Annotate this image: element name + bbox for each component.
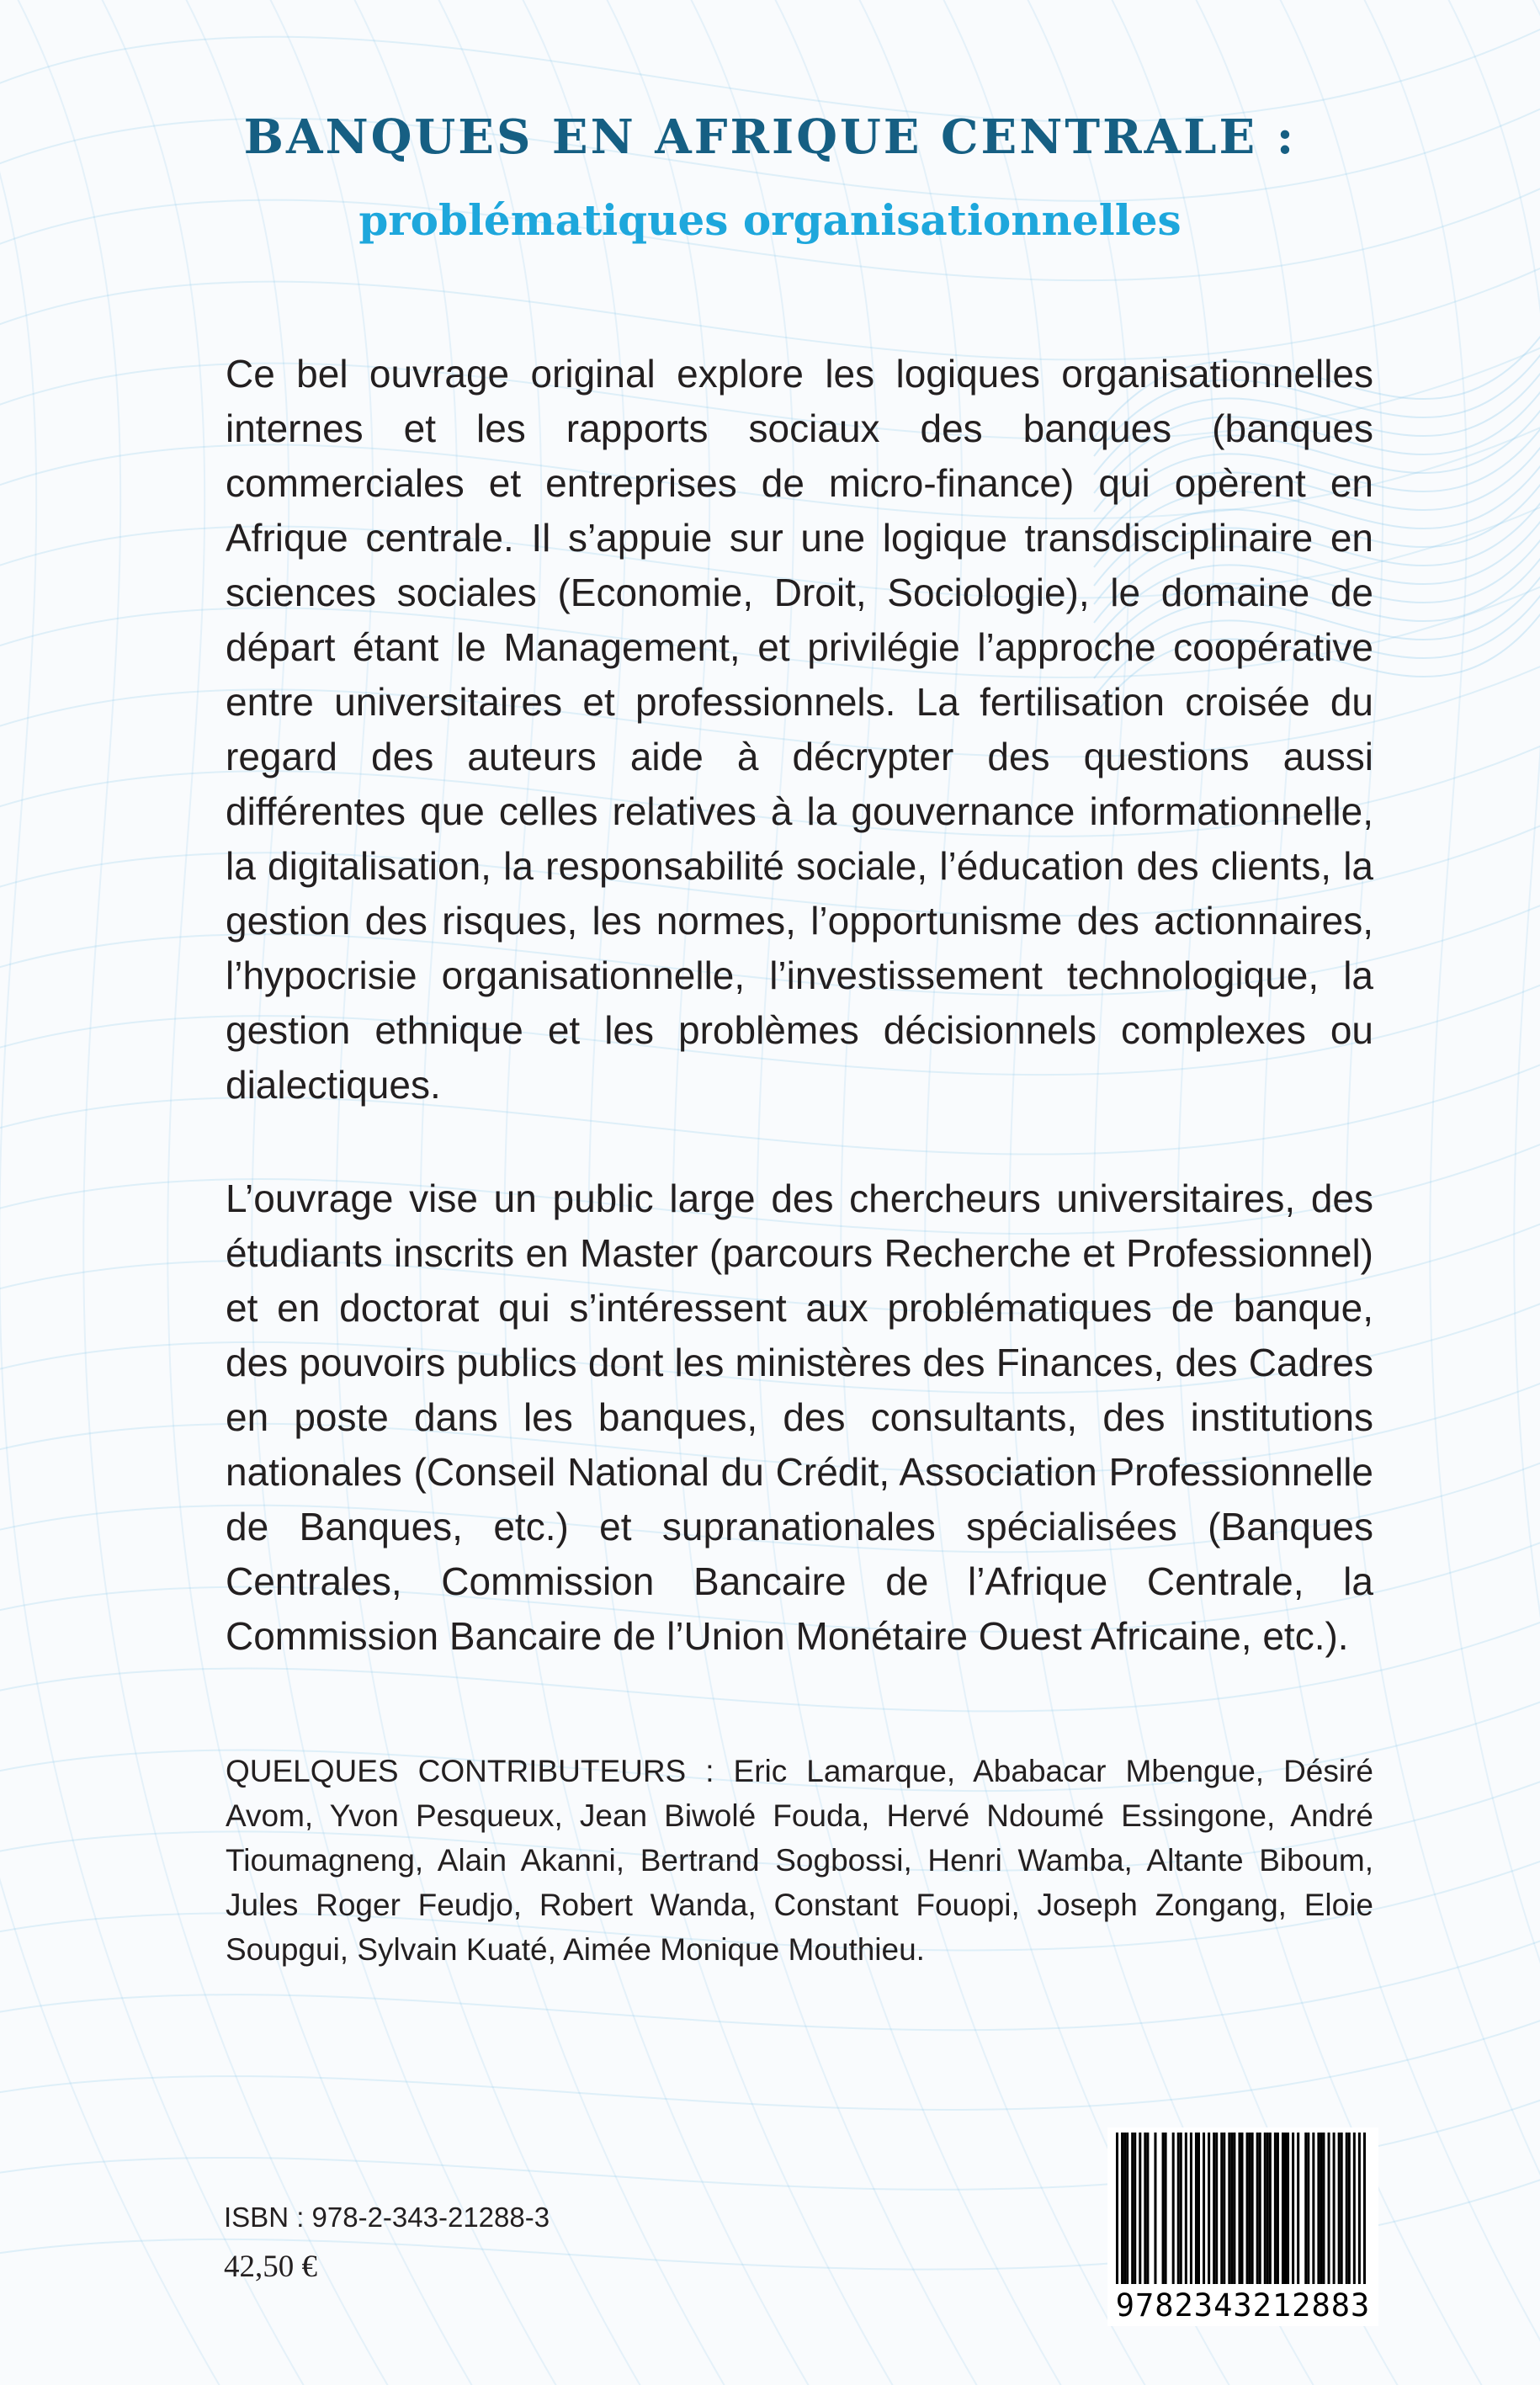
barcode-bar bbox=[1304, 2133, 1307, 2284]
barcode-bar bbox=[1333, 2133, 1336, 2284]
barcode-bar bbox=[1195, 2133, 1197, 2284]
barcode-bar bbox=[1277, 2133, 1279, 2284]
barcode-bar bbox=[1292, 2133, 1294, 2284]
isbn-label: ISBN : 978-2-343-21288-3 bbox=[224, 2202, 550, 2233]
barcode-bar bbox=[1208, 2133, 1210, 2284]
barcode-bar bbox=[1180, 2133, 1182, 2284]
barcode-bar bbox=[1223, 2133, 1225, 2284]
barcode-digits: 9782343212883 bbox=[1115, 2287, 1371, 2324]
barcode-bars bbox=[1107, 2127, 1378, 2287]
barcode-bar bbox=[1358, 2133, 1361, 2284]
barcode-bar bbox=[1251, 2133, 1254, 2284]
barcode-bar bbox=[1320, 2133, 1322, 2284]
barcode bbox=[1107, 2127, 1378, 2326]
contributors-paragraph: QUELQUES CONTRIBUTEURS : Eric Lamarque, Ababacar Mbengue, Désiré Avom, Yvon Pesqueux, Jean Biwolé Fouda, Hervé Ndoumé Essingone, André Tioumagneng, Alain Akanni, Bertrand Sogbossi, Henri Wamba, Altante Biboum, Jules Roger Feudjo, Robert Wanda, Constant Fouopi, Joseph Zongang, Eloie Soupgui, Sylvain Kuaté, Aimée Monique Mouthieu. bbox=[226, 1754, 1373, 1967]
barcode-bar bbox=[1363, 2133, 1366, 2284]
barcode-bar bbox=[1116, 2133, 1118, 2284]
audience-paragraph: L’ouvrage vise un public large des chercheurs universitaires, des étudiants inscrits en Master (parcours Recherche et Professionnel) et en doctorat qui s’intéressent aux problématiques de banque, des pouvoirs publics dont les ministères des Finances, des Cadres en poste dans les banques, des consultants, des institutions nationales (Conseil National du Crédit, Association Professionnelle de Banques, etc.) et supranationales spécialisées (Banques Centrales, Commission Bancaire de l’Afrique Centrale, la Commission Bancaire de l’Union Monétaire Ouest Africaine, etc.). bbox=[226, 1177, 1373, 1658]
barcode-bar bbox=[1126, 2133, 1128, 2284]
barcode-bar bbox=[1282, 2133, 1284, 2284]
barcode-bar bbox=[1131, 2133, 1134, 2284]
barcode-bar bbox=[1230, 2133, 1233, 2284]
barcode-bar bbox=[1162, 2133, 1165, 2284]
pattern-line bbox=[1346, 0, 1540, 2385]
barcode-bar bbox=[1203, 2133, 1205, 2284]
barcode-bar bbox=[1317, 2133, 1320, 2284]
barcode-bar bbox=[1197, 2133, 1200, 2284]
barcode-bar bbox=[1146, 2133, 1149, 2284]
barcode-bar bbox=[1338, 2133, 1341, 2284]
barcode-bar bbox=[1213, 2133, 1215, 2284]
barcode-bar bbox=[1322, 2133, 1325, 2284]
barcode-bar bbox=[1215, 2133, 1218, 2284]
barcode-bar bbox=[1348, 2133, 1351, 2284]
barcode-bar bbox=[1172, 2133, 1175, 2284]
barcode-bar bbox=[1154, 2133, 1156, 2284]
barcode-bar bbox=[1256, 2133, 1259, 2284]
barcode-bar bbox=[1233, 2133, 1235, 2284]
barcode-bar bbox=[1312, 2133, 1314, 2284]
barcode-bar bbox=[1246, 2133, 1249, 2284]
pattern-line bbox=[0, 0, 252, 2385]
barcode-bar bbox=[1123, 2133, 1126, 2284]
pattern-line bbox=[0, 240, 1540, 359]
barcode-bar bbox=[1220, 2133, 1223, 2284]
barcode-bar bbox=[1284, 2133, 1287, 2284]
barcode-bar bbox=[1287, 2133, 1289, 2284]
barcode-bar bbox=[1328, 2133, 1330, 2284]
barcode-bar bbox=[1346, 2133, 1348, 2284]
barcode-bar bbox=[1259, 2133, 1261, 2284]
barcode-bar bbox=[1341, 2133, 1343, 2284]
barcode-bar bbox=[1139, 2133, 1141, 2284]
barcode-bar bbox=[1307, 2133, 1309, 2284]
barcode-bar bbox=[1267, 2133, 1269, 2284]
pattern-line bbox=[0, 1999, 1540, 2110]
barcode-bar bbox=[1269, 2133, 1272, 2284]
barcode-bar bbox=[1228, 2133, 1230, 2284]
barcode-bar bbox=[1353, 2133, 1356, 2284]
barcode-bar bbox=[1165, 2133, 1167, 2284]
barcode-bar bbox=[1274, 2133, 1277, 2284]
description-paragraph: Ce bel ouvrage original explore les logiques organisationnelles internes et les rapports sociaux des banques (banques commerciales et entreprises de micro-finance) qui opèrent en Afrique centrale. Il s’appuie sur une logique transdisciplinaire en sciences sociales (Economie, Droit, Sociologie), le domaine de départ étant le Management, et privilégie l’approche coopérative entre universitaires et professionnels. La fertilisation croisée du regard des auteurs aide à décrypter des questions aussi différentes que celles relatives à la gouvernance informationnelle, la digitalisation, la responsabilité sociale, l’éducation des clients, la gestion des risques, les normes, l’opportunisme des actionnaires, l’hypocrisie organisationnelle, l’investissement technologique, la gestion ethnique et les problèmes décisionnels complexes ou dialectiques. bbox=[226, 352, 1373, 1107]
barcode-bar bbox=[1177, 2133, 1180, 2284]
barcode-bar bbox=[1238, 2133, 1240, 2284]
barcode-bar bbox=[1185, 2133, 1187, 2284]
barcode-bar bbox=[1190, 2133, 1192, 2284]
barcode-bar bbox=[1264, 2133, 1267, 2284]
barcode-bar bbox=[1144, 2133, 1146, 2284]
barcode-bar bbox=[1121, 2133, 1123, 2284]
book-subtitle: problématiques organisationnelles bbox=[358, 195, 1182, 245]
barcode-bar bbox=[1249, 2133, 1251, 2284]
price-label: 42,50 € bbox=[224, 2250, 317, 2284]
barcode-bar bbox=[1297, 2133, 1299, 2284]
book-title: BANQUES EN AFRIQUE CENTRALE : bbox=[243, 109, 1297, 165]
barcode-bar bbox=[1134, 2133, 1136, 2284]
barcode-bar bbox=[1240, 2133, 1243, 2284]
